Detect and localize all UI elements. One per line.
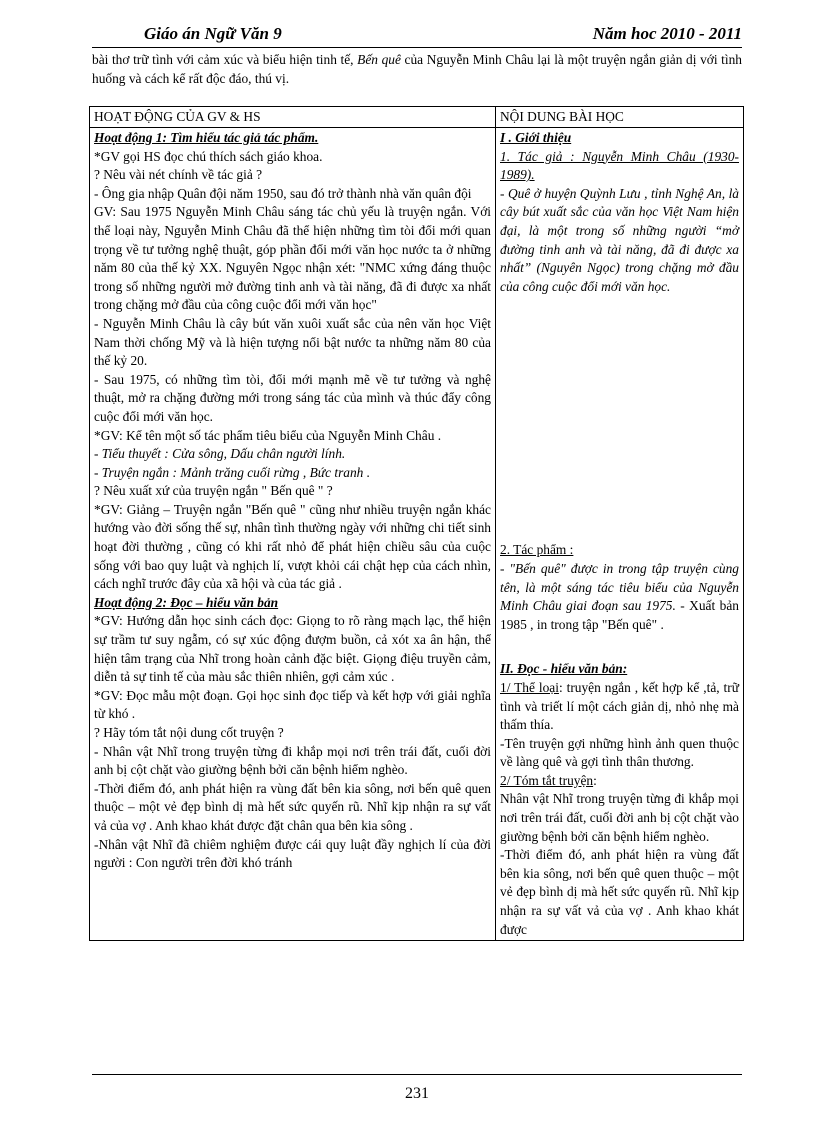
header-content: NỘI DUNG BÀI HỌC xyxy=(496,107,744,128)
left-para: *GV: Kể tên một số tác phẩm tiêu biểu của Nguyễn Minh Châu . xyxy=(94,427,442,443)
header-activities: HOẠT ĐỘNG CỦA GV & HS xyxy=(90,107,496,128)
lesson-table xyxy=(89,106,744,941)
content-column xyxy=(496,128,744,941)
left-para: GV: Sau 1975 Nguyễn Minh Châu sáng tác chủ yếu là truyện ngắn. Với thể loại này, Nguyễn Minh Châu đã thể hiện những tìm tòi đổi mới quan trọng về tư tưởng nghệ thuật, góp phần đổi mới văn học nước ta ở những năm 80 của thế kỷ XX. Nguyên Ngọc nhận xét: "NMC xứng đáng thuộc trong số những người mở đường tinh anh và tài năng, đã đi được xa nhất trong chặng mở đầu của công cuộc đổi mới văn học" xyxy=(94,204,491,313)
intro-paragraph xyxy=(92,50,742,88)
header-rule xyxy=(92,47,742,48)
left-para: ? Nêu vài nét chính về tác giả ? xyxy=(94,167,263,183)
column-gap xyxy=(500,634,739,660)
activity-1-heading: Hoạt động 1: Tìm hiểu tác giả tác phẩm. xyxy=(94,130,319,145)
summary-heading xyxy=(500,772,739,791)
left-para: *GV gọi HS đọc chú thích sách giáo khoa. xyxy=(94,148,323,164)
section-2-heading: II. Đọc - hiểu văn bản: xyxy=(500,661,628,677)
left-para: - Nhân vật Nhĩ trong truyện từng đi khắp mọi nơi trên trái đất, cuối đời anh bị cột chặt vào giường bệnh bởi căn bệnh hiểm nghèo. xyxy=(94,743,491,778)
intro-work-title: Bến quê xyxy=(357,52,401,67)
left-para: *GV: Giảng – Truyện ngắn "Bến quê " cũng như nhiều truyện ngắn khác hướng vào đời sống thế sự, nhân tình thường ngày với những chi tiết sinh hoạt đời thường , cũng có khi rất nhỏ để phát hiện chiều sâu của cuộc sống với bao quy luật và nghịch lí, vượt khỏi cái chật hẹp của cách nhìn, cách nghĩ trước đây của xã hội và của tác giả . xyxy=(94,501,491,592)
left-para-novels: - Tiểu thuyết : Cửa sông, Dấu chân người lính. xyxy=(94,446,346,462)
activities-column xyxy=(90,128,496,941)
right-para: -Thời điểm đó, anh phát hiện ra vùng đất bên kia sông, nơi bến quê quen thuộc – một vẻ đẹp bình dị mà hết sức quyến rũ. Nhĩ kịp nhận ra sự vất vả của vợ . Anh khao khát được xyxy=(500,847,739,937)
work-note xyxy=(500,560,739,634)
genre-note xyxy=(500,679,739,735)
activity-2-heading: Hoạt động 2: Đọc – hiểu văn bản xyxy=(94,594,279,610)
left-para: - Ông gia nhập Quân đội năm 1950, sau đó trở thành nhà văn quân đội xyxy=(94,185,472,201)
genre-label: 1/ Thể loại xyxy=(500,679,559,695)
work-note-italic: - "Bến quê" được in trong tập truyện cùng tên, là một sáng tác tiêu biểu của Nguyễn Minh Châu giai đoạn sau 1975. xyxy=(500,560,739,614)
intro-text-2: của Nguyễn Minh Châu lại là một truyện ngắn giản dị với tình huống và cách kể rất độc đáo, thú vị. xyxy=(92,52,742,86)
right-para: -Tên truyện gợi những hình ảnh quen thuộc về làng quê và gợi tình thân thương. xyxy=(500,735,739,770)
page-header xyxy=(92,24,742,48)
left-para: *GV: Đọc mẫu một đoạn. Gọi học sinh đọc tiếp và kết hợp với giải nghĩa từ khó . xyxy=(94,687,491,722)
footer-rule xyxy=(92,1074,742,1075)
left-para-short-stories: - Truyện ngắn : Mảnh trăng cuối rừng , Bức tranh . xyxy=(94,464,371,480)
genre-text: : truyện ngắn , kết hợp kể ,tả, trữ tình và triết lí một cách giản dị, nhỏ nhẹ mà thấm thía. xyxy=(500,679,739,733)
header-title: Giáo án Ngữ Văn 9 xyxy=(144,24,282,43)
work-note-normal: - Xuất bản 1985 , in trong tập "Bến quê" . xyxy=(500,598,739,632)
left-para: *GV: Hướng dẫn học sinh cách đọc: Giọng to rõ ràng mạch lạc, thể hiện sự trầm tư suy ngẫm, có sự xúc động đượm buồn, cả xót xa ân hận, thể hiện tâm trạng của Nhĩ trong hoàn cảnh đặc biệt. Giọng điệu truyền cảm, diễn tả sự tinh tế của màu sắc thiên nhiên, gợi cảm xúc . xyxy=(94,613,491,685)
left-para: -Nhân vật Nhĩ đã chiêm nghiệm được cái quy luật đầy nghịch lí của đời người : Con người trên đời khó tránh xyxy=(94,836,491,871)
left-para: - Nguyễn Minh Châu là cây bút văn xuôi xuất sắc của nên văn học Việt Nam thời chống Mỹ và là hiện tượng nổi bật nước ta những năm 80 của thế kỷ 20. xyxy=(94,315,491,369)
left-para: ? Hãy tóm tắt nội dung cốt truyện ? xyxy=(94,725,284,740)
author-note: - Quê ở huyện Quỳnh Lưu , tỉnh Nghệ An, là cây bút xuất sắc của văn học Việt Nam hiện đại, là một trong số những người “mở đường tinh anh và tài năng, đã đi được xa nhất” (Nguyên Ngọc) trong chặng mở đầu của công cuộc đổi mới văn học. xyxy=(500,185,739,294)
summary-label: 2/ Tóm tắt truyện xyxy=(500,772,594,788)
page-footer xyxy=(92,1074,742,1103)
left-para: ? Nêu xuất xứ của truyện ngắn " Bến quê " ? xyxy=(94,483,333,499)
right-para: Nhân vật Nhĩ trong truyện từng đi khắp mọi nơi trên trái đất, cuối đời anh bị cột chặt vào giường bệnh bởi căn bệnh hiểm nghèo. xyxy=(500,791,739,844)
table-body-row xyxy=(90,128,744,941)
work-heading: 2. Tác phẩm : xyxy=(500,542,574,558)
summary-colon: : xyxy=(593,772,597,788)
column-gap xyxy=(500,296,739,541)
header-year: Năm hoc 2010 - 2011 xyxy=(592,24,742,43)
left-para: - Sau 1975, có những tìm tòi, đổi mới mạnh mẽ về tư tưởng và nghệ thuật, mở ra chặng đường mới trong sáng tác của mình và thúc đẩy công cuộc đổi mới văn học. xyxy=(94,371,491,424)
author-heading: 1. Tác giả : Nguyễn Minh Châu (1930-1989). xyxy=(500,148,739,183)
table-header-row xyxy=(90,107,744,128)
left-para: -Thời điểm đó, anh phát hiện ra vùng đất bên kia sông, nơi bến quê quen thuộc – một vẻ đẹp bình dị mà hết sức quyến rũ. Nhĩ kịp nhận ra sự vất vả của vợ . Anh khao khát được đặt chân qua bên kia sông . xyxy=(94,780,491,833)
intro-text-1: bài thơ trữ tình với cảm xúc và biểu hiện tinh tế, xyxy=(92,52,358,67)
section-1-heading: I . Giới thiệu xyxy=(500,130,572,145)
page-number: 231 xyxy=(405,1085,429,1102)
